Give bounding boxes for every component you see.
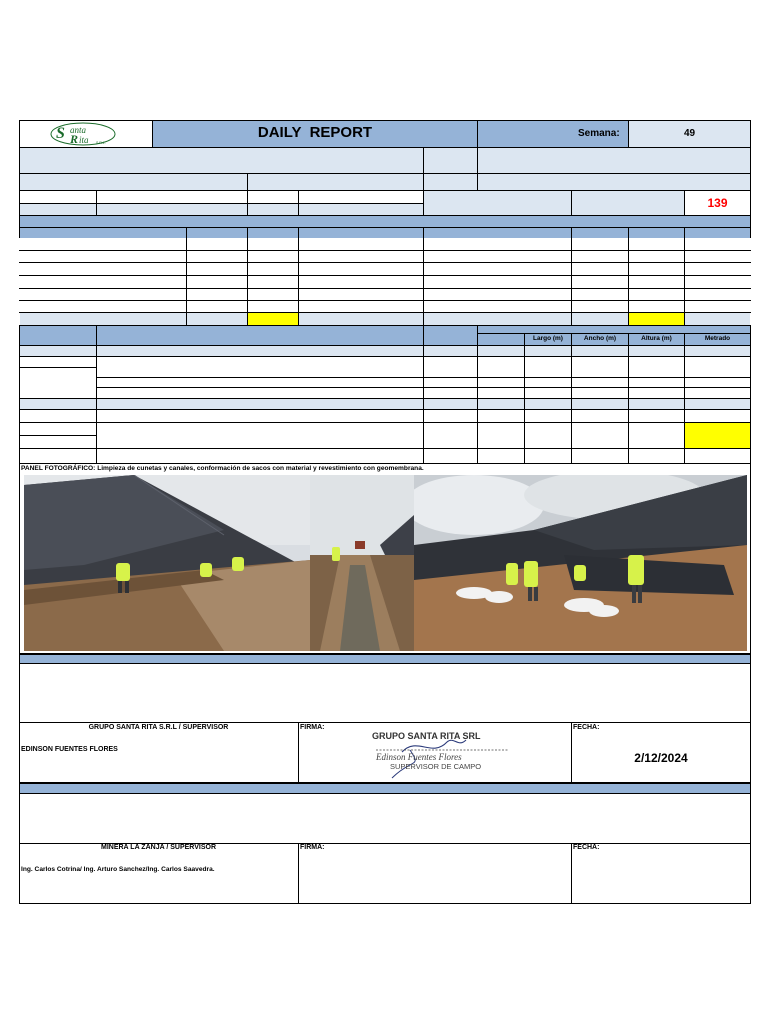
client-notes-area xyxy=(19,794,751,843)
company-logo xyxy=(48,121,118,147)
semana-value: 49 xyxy=(683,128,696,139)
svg-text:anta: anta xyxy=(70,125,87,135)
svg-text:GRUPO SANTA RITA SRL: GRUPO SANTA RITA SRL xyxy=(372,731,481,741)
project-field xyxy=(19,147,424,174)
info-row-1c xyxy=(247,190,299,204)
section-band-client xyxy=(19,783,751,794)
measure-label-metrado: Metrado xyxy=(704,335,731,342)
info-field-b xyxy=(247,173,424,191)
activity-header-item xyxy=(19,325,97,346)
signature-stamp xyxy=(362,728,512,784)
activity-group-band-1 xyxy=(19,345,751,357)
contractor-fecha-label: FECHA: xyxy=(573,724,600,731)
contractor-firma-label: FIRMA: xyxy=(300,724,325,731)
contractor-notes-area xyxy=(19,663,751,722)
measure-label-altura: Altura (m) xyxy=(641,335,672,342)
svg-text:SUPERVISOR DE CAMPO: SUPERVISOR DE CAMPO xyxy=(390,762,482,771)
info-row-1d xyxy=(298,190,424,204)
info-field-c xyxy=(423,173,478,191)
photo-geomembrane-sacks xyxy=(414,475,747,651)
row-divider xyxy=(19,275,751,276)
row-divider xyxy=(19,250,751,251)
svg-text:S.R.L.: S.R.L. xyxy=(96,141,106,145)
client-firma-label: FIRMA: xyxy=(300,844,325,851)
photo-channel-road xyxy=(310,475,414,651)
svg-text:R: R xyxy=(70,132,79,146)
contractor-supervisor-name: EDINSON FUENTES FLORES xyxy=(21,746,118,753)
total-highlight-right xyxy=(629,313,684,325)
activity-group-band-2 xyxy=(19,398,751,410)
info-row-1a xyxy=(19,190,97,204)
report-counter: 139 xyxy=(707,196,728,210)
total-highlight-left xyxy=(248,313,298,325)
photo-trench-cleaning xyxy=(24,475,310,651)
location-field xyxy=(477,147,751,174)
summary-field-b xyxy=(571,190,685,216)
contractor-company-label: GRUPO SANTA RITA S.R.L / SUPERVISOR xyxy=(88,724,229,731)
client-fecha-label: FECHA: xyxy=(573,844,600,851)
client-company-label: MINERA LA ZANJA / SUPERVISOR xyxy=(101,844,216,851)
semana-label: Semana: xyxy=(578,128,620,139)
svg-text:S: S xyxy=(56,125,65,142)
row-divider xyxy=(19,262,751,263)
metrado-highlight xyxy=(685,423,750,448)
photo-panel-caption: PANEL FOTOGRÁFICO: Limpieza de cunetas y canales, conformación de sacos con material y revestimiento con geomembrana. xyxy=(21,465,424,472)
project-code-field xyxy=(423,147,478,174)
info-row-1b xyxy=(96,190,248,204)
measure-label-ancho: Ancho (m) xyxy=(583,335,617,342)
row-divider xyxy=(19,300,751,301)
activity-header-unit xyxy=(423,325,478,346)
svg-text:Edinson Fuentes Flores: Edinson Fuentes Flores xyxy=(376,752,462,762)
page-title: DAILY REPORT xyxy=(257,124,373,141)
info-field-d xyxy=(477,173,751,191)
measure-label-largo: Largo (m) xyxy=(533,335,563,342)
svg-text:ita: ita xyxy=(79,135,89,145)
info-field-a xyxy=(19,173,248,191)
summary-field-a xyxy=(423,190,572,216)
activity-header-description xyxy=(96,325,424,346)
row-divider xyxy=(19,288,751,289)
contractor-date: 2/12/2024 xyxy=(634,751,688,765)
client-supervisors: Ing. Carlos Cotrina/ Ing. Arturo Sanchez/Ing. Carlos Saavedra. xyxy=(21,866,215,873)
